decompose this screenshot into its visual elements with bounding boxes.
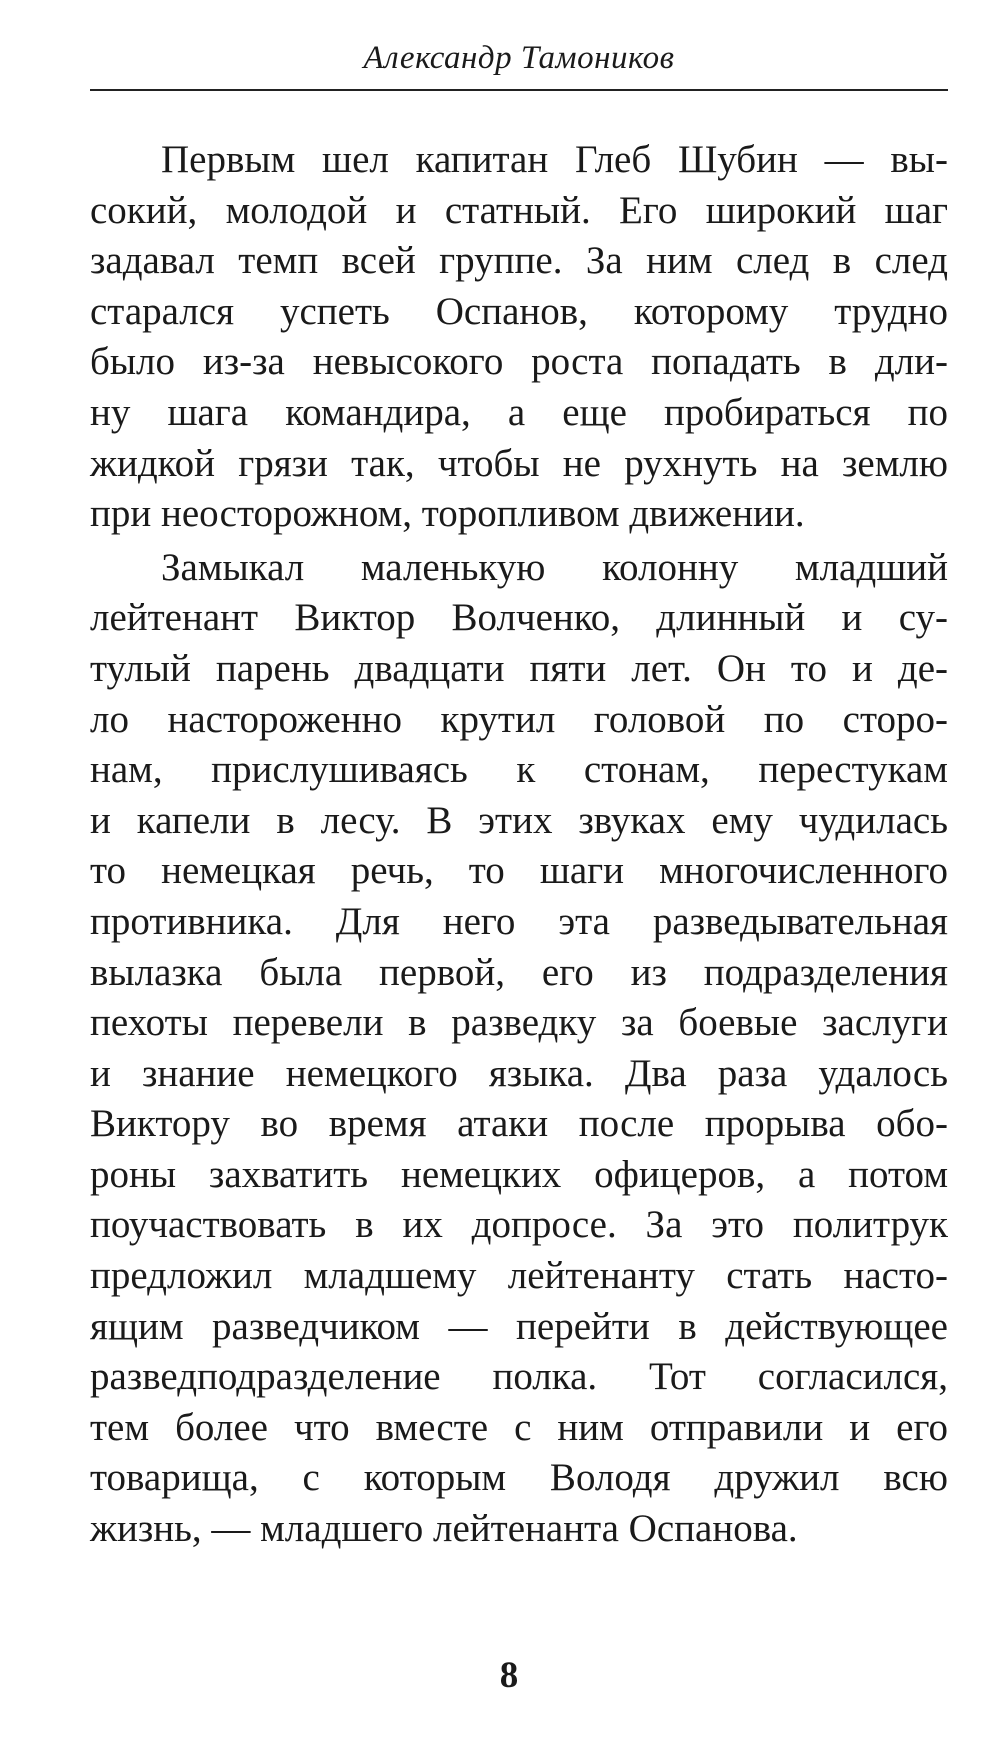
text-line: лейтенант Виктор Волченко, длинный и су- — [90, 596, 948, 640]
text-line: противника. Для него эта разведывательная — [90, 899, 948, 943]
body-text — [90, 135, 948, 1555]
text-line: сокий, молодой и статный. Его широкий шаг — [90, 188, 948, 232]
text-line: при неосторожном, торопливом движении. — [90, 492, 805, 536]
text-line: Замыкал маленькую колонну младший — [161, 545, 948, 589]
text-line: тем более что вместе с ним отправили и его — [90, 1405, 948, 1449]
running-header: Александр Тамоников — [363, 40, 675, 76]
text-line: то немецкая речь, то шаги многочисленного — [90, 849, 948, 893]
text-line: старался успеть Оспанов, которому трудно — [90, 289, 948, 333]
text-line: предложил младшему лейтенанту стать насто- — [90, 1254, 948, 1298]
text-line: Первым шел капитан Глеб Шубин — вы- — [161, 138, 948, 181]
text-line: роны захватить немецких офицеров, а потом — [90, 1152, 948, 1196]
text-line: ящим разведчиком — перейти в действующее — [90, 1304, 948, 1348]
text-line: и знание немецкого языка. Два раза удалось — [90, 1051, 948, 1095]
text-line: вылазка была первой, его из подразделения — [90, 950, 948, 994]
header-rule — [90, 89, 948, 91]
text-line: ло настороженно крутил головой по сторо- — [90, 697, 948, 741]
text-line: тулый парень двадцати пяти лет. Он то и де- — [90, 646, 948, 690]
text-line: разведподразделение полка. Тот согласился, — [90, 1355, 948, 1399]
paragraph — [90, 135, 948, 540]
text-line: ну шага командира, а еще пробираться по — [90, 390, 948, 434]
text-line: жидкой грязи так, чтобы не рухнуть на землю — [90, 441, 948, 485]
text-line: поучаствовать в их допросе. За это политрук — [90, 1203, 948, 1247]
text-line: задавал темп всей группе. За ним след в след — [90, 239, 948, 283]
paragraph — [90, 543, 948, 1555]
text-line: товарища, с которым Володя дружил всю — [90, 1456, 948, 1500]
text-line: пехоты перевели в разведку за боевые заслуги — [90, 1001, 948, 1045]
text-line: и капели в лесу. В этих звуках ему чудилась — [90, 798, 948, 842]
text-line: жизнь, — младшего лейтенанта Оспанова. — [90, 1507, 798, 1551]
text-line: нам, прислушиваясь к стонам, перестукам — [90, 748, 948, 792]
text-line: Виктору во время атаки после прорыва обо- — [90, 1102, 948, 1146]
text-line: было из-за невысокого роста попадать в дли- — [90, 340, 948, 384]
page-number: 8 — [499, 1655, 519, 1696]
